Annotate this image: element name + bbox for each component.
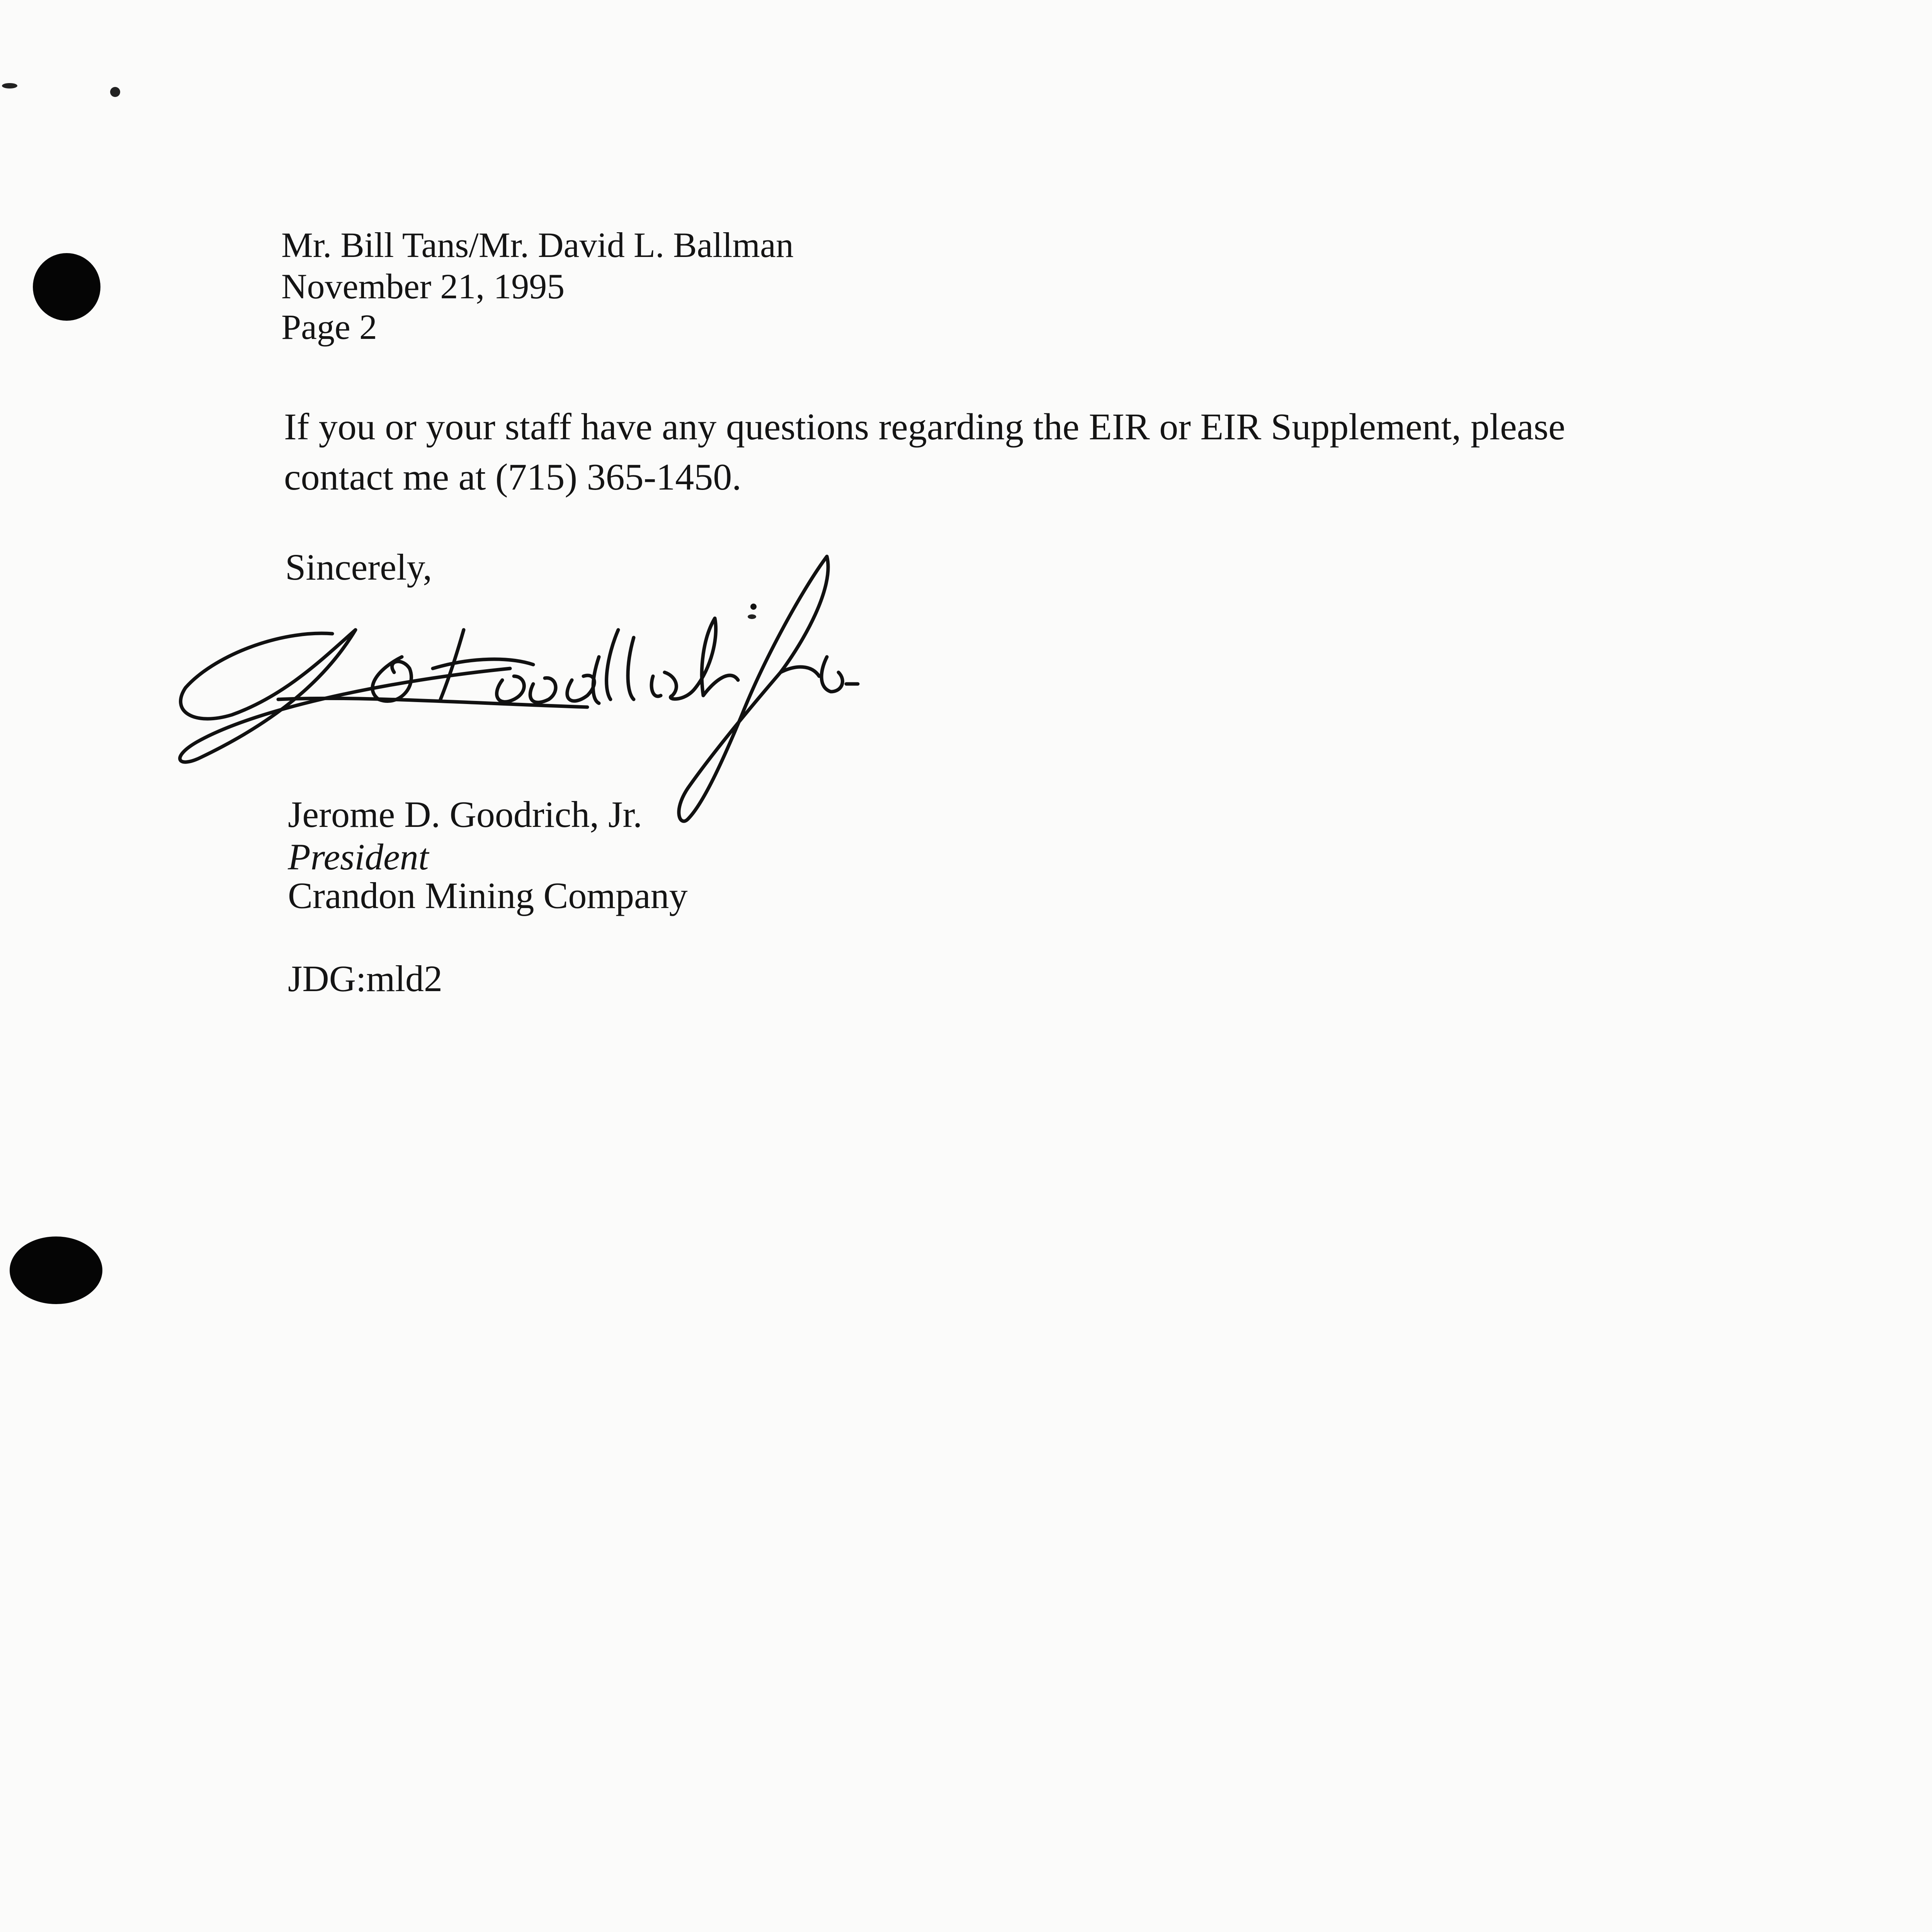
scan-speck bbox=[110, 87, 120, 97]
handwritten-signature-icon bbox=[162, 541, 974, 835]
punch-hole-middle bbox=[10, 1236, 102, 1304]
signer-name: Jerome D. Goodrich, Jr. bbox=[288, 794, 643, 835]
page-number: Page 2 bbox=[281, 307, 377, 347]
signer-title: President bbox=[288, 836, 429, 878]
punch-hole-top bbox=[33, 253, 100, 321]
salutation: Sincerely, bbox=[285, 546, 432, 588]
typist-initials: JDG:mld2 bbox=[288, 958, 443, 999]
recipients-line: Mr. Bill Tans/Mr. David L. Ballman bbox=[281, 225, 794, 265]
letter-date: November 21, 1995 bbox=[281, 267, 565, 306]
scan-speck bbox=[2, 83, 17, 88]
body-paragraph: If you or your staff have any questions regarding the EIR or EIR Supplement, please contact me at (715) 365-1450. bbox=[284, 406, 1565, 498]
company-name: Crandon Mining Company bbox=[288, 875, 688, 916]
